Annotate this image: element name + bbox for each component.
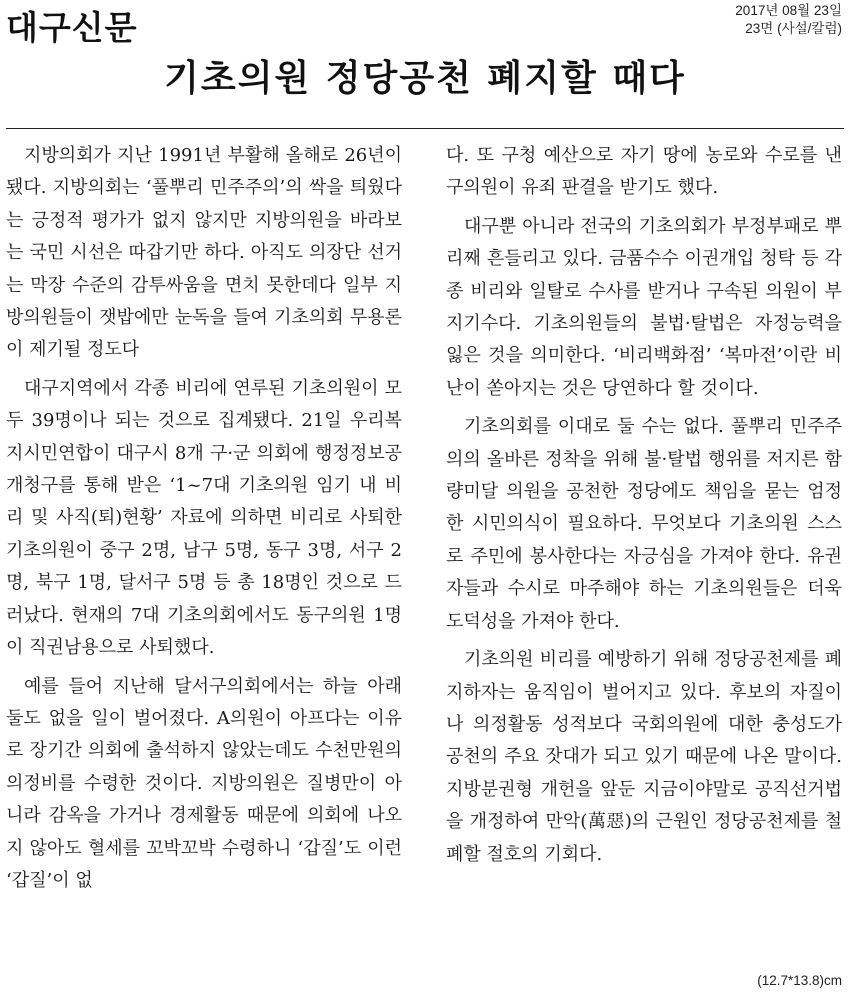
article-paragraph: 다. 또 구청 예산으로 자기 땅에 농로와 수로를 낸 구의원이 유죄 판결을 받기도 했다. <box>446 145 842 199</box>
issue-date: 2017년 08월 23일 <box>735 3 842 18</box>
article-column-right <box>446 140 842 877</box>
issue-page-section: 23면 (사설/칼럼) <box>745 21 842 36</box>
headline-divider <box>6 128 844 129</box>
article-headline: 기초의원 정당공천 폐지할 때다 <box>164 58 686 99</box>
article-column-left <box>6 140 402 903</box>
newspaper-masthead: 대구신문 <box>6 8 138 47</box>
issue-meta <box>735 2 842 38</box>
article-paragraph: 지방의회가 지난 1991년 부활해 올해로 26년이 됐다. 지방의회는 ‘풀뿌리 민주주의’의 싹을 틔웠다는 긍정적 평가가 없지 않지만 지방의원을 바라보는 국민 시선은 따갑기만 하다. 아직도 의장단 선거는 막장 수준의 감투싸움을 면치 못한데다 일부 지방의원들이 잿밥에만 눈독을 들여 기초의회 무용론이 제기될 정도다 <box>6 145 402 361</box>
article-paragraph: 대구지역에서 각종 비리에 연루된 기초의원이 모두 39명이나 되는 것으로 집계됐다. 21일 우리복지시민연합이 대구시 8개 구·군 의회에 행정정보공개청구를 통해 받은 ‘1~7대 기초의원 임기 내 비리 및 사직(퇴)현황’ 자료에 의하면 비리로 사퇴한 기초의원이 중구 2명, 남구 5명, 동구 3명, 서구 2명, 북구 1명, 달서구 5명 등 총 18명인 것으로 드러났다. 현재의 7대 기초의회에서도 동구의원 1명이 직권남용으로 사퇴했다. <box>6 377 402 659</box>
article-paragraph: 기초의회를 이대로 둘 수는 없다. 풀뿌리 민주주의의 올바른 정착을 위해 불·탈법 행위를 저지른 함량미달 의원을 공천한 정당에도 책임을 묻는 엄정한 시민의식이 필요하다. 무엇보다 기초의원 스스로 주민에 봉사한다는 자긍심을 가져야 한다. 유권자들과 수시로 마주해야 하는 기초의원들은 더욱 도덕성을 가져야 한다. <box>446 416 842 632</box>
article-paragraph: 예를 들어 지난해 달서구의회에서는 하늘 아래 둘도 없을 일이 벌어졌다. A의원이 아프다는 이유로 장기간 의회에 출석하지 않았는데도 수천만원의 의정비를 수령한 것이다. 지방의원은 질병만이 아니라 감옥을 가거나 경제활동 때문에 의회에 나오지 않아도 혈세를 꼬박꼬박 수령하니 ‘갑질’도 이런 ‘갑질’이 없 <box>6 675 402 891</box>
article-paragraph: 대구뿐 아니라 전국의 기초의회가 부정부패로 뿌리째 흔들리고 있다. 금품수수 이권개입 청탁 등 각종 비리와 일탈로 수사를 받거나 구속된 의원이 부지기수다. 기초의원들의 불법·탈법은 자정능력을 잃은 것을 의미한다. ‘비리백화점’ ‘복마전’이란 비난이 쏟아지는 것은 당연하다 할 것이다. <box>446 215 842 399</box>
article-paragraph: 기초의원 비리를 예방하기 위해 정당공천제를 폐지하자는 움직임이 벌어지고 있다. 후보의 자질이나 의정활동 성적보다 국회의원에 대한 충성도가 공천의 주요 잣대가 되고 있기 때문에 나온 말이다. 지방분권형 개헌을 앞둔 지금이야말로 공직선거법을 개정하여 만악(萬惡)의 근원인 정당공천제를 철폐할 절호의 기회다. <box>446 649 842 865</box>
article-size-note: (12.7*13.8)cm <box>757 973 842 988</box>
